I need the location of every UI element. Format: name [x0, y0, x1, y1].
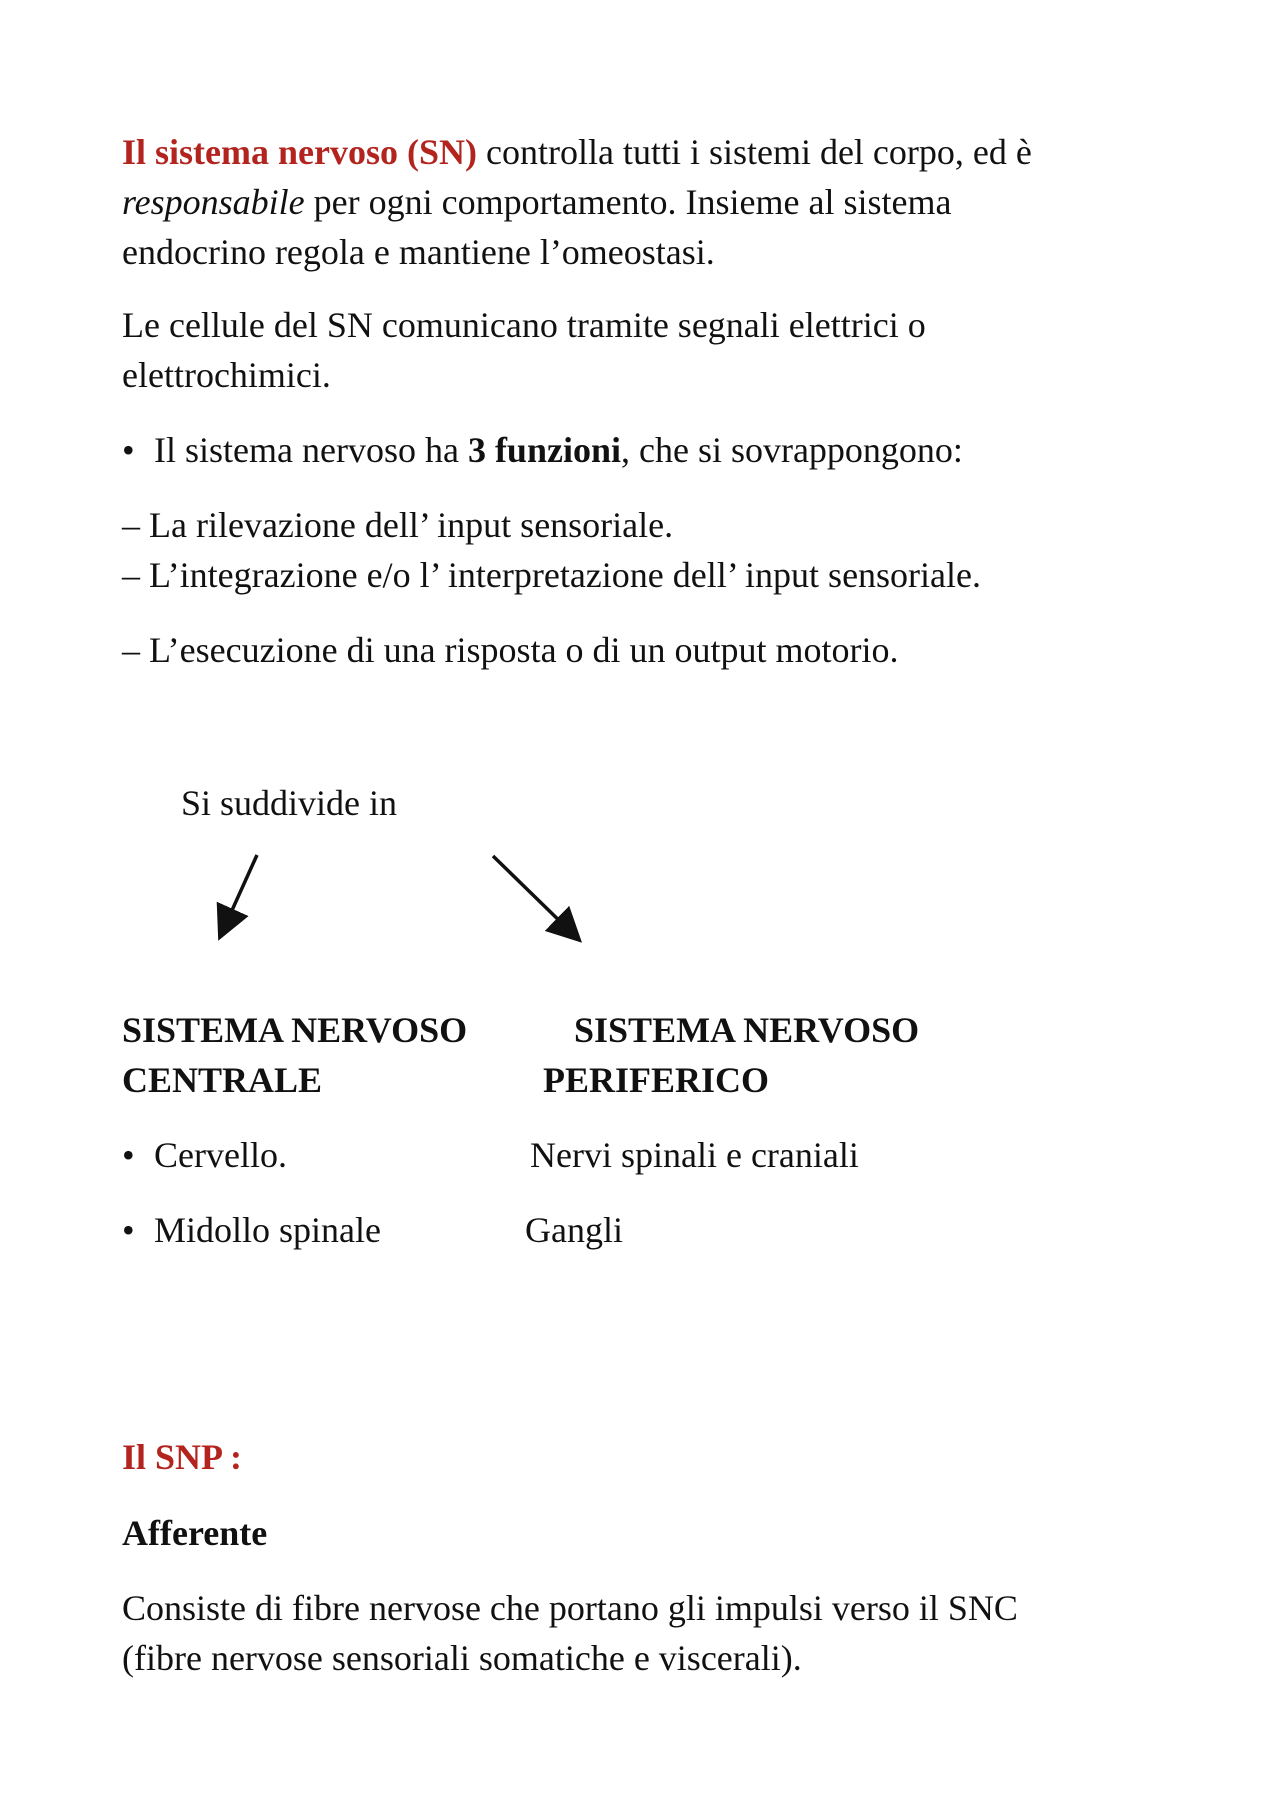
- snp-line-2: (fibre nervose sensoriali somatiche e viscerali).: [122, 1638, 802, 1678]
- central-item-label: Cervello.: [154, 1135, 287, 1175]
- intro-line-2: [122, 177, 951, 227]
- intro-line2-rest: per ogni comportamento. Insieme al sistema: [304, 182, 952, 222]
- peripheral-item: Gangli: [525, 1210, 623, 1250]
- arrow-left-icon: [224, 855, 257, 928]
- central-title-line-2: CENTRALE: [122, 1060, 323, 1100]
- central-item: [122, 1205, 381, 1255]
- functions-bullet-line: [122, 425, 963, 475]
- peripheral-item: Nervi spinali e craniali: [530, 1135, 859, 1175]
- bullet-icon: •: [122, 430, 135, 470]
- peripheral-title-line-2: PERIFERICO: [543, 1060, 770, 1100]
- functions-bold: 3 funzioni: [467, 430, 621, 470]
- central-item: [122, 1130, 287, 1180]
- functions-prefix: Il sistema nervoso ha: [154, 430, 468, 470]
- intro-line-1: [122, 127, 1032, 177]
- snp-line-1: Consiste di fibre nervose che portano gli impulsi verso il SNC: [122, 1588, 1018, 1628]
- para2-line-2: elettrochimici.: [122, 355, 331, 395]
- intro-line-3: endocrino regola e mantiene l’omeostasi.: [122, 232, 715, 272]
- arrow-right-icon: [493, 856, 572, 933]
- para2-line-1: Le cellule del SN comunicano tramite segnali elettrici o: [122, 305, 926, 345]
- intro-italic-word: responsabile: [122, 182, 305, 222]
- snp-heading: Il SNP :: [122, 1437, 243, 1477]
- function-item: – La rilevazione dell’ input sensoriale.: [122, 505, 674, 545]
- bullet-icon: •: [122, 1135, 135, 1175]
- central-item-label: Midollo spinale: [154, 1210, 381, 1250]
- division-label: Si suddivide in: [181, 783, 398, 823]
- intro-line1-rest: controlla tutti i sistemi del corpo, ed è: [476, 132, 1032, 172]
- peripheral-title-line-1: SISTEMA NERVOSO: [574, 1010, 920, 1050]
- functions-suffix: , che si sovrappongono:: [620, 430, 963, 470]
- snp-subheading: Afferente: [122, 1513, 268, 1553]
- bullet-icon: •: [122, 1210, 135, 1250]
- intro-term: Il sistema nervoso (SN): [122, 132, 477, 172]
- function-item: – L’integrazione e/o l’ interpretazione dell’ input sensoriale.: [122, 555, 982, 595]
- function-item: – L’esecuzione di una risposta o di un output motorio.: [122, 630, 899, 670]
- central-title-line-1: SISTEMA NERVOSO: [122, 1010, 468, 1050]
